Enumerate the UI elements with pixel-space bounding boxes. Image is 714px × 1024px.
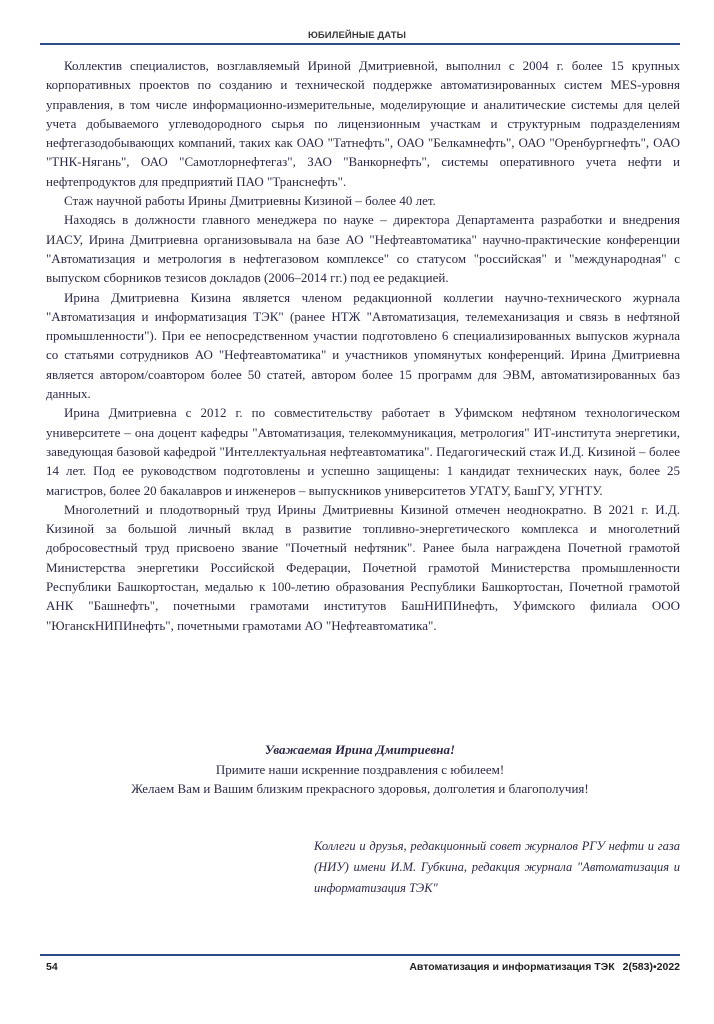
journal-name: Автоматизация и информатизация ТЭК xyxy=(409,961,615,973)
page-number: 54 xyxy=(46,961,58,973)
section-header: ЮБИЛЕЙНЫЕ ДАТЫ xyxy=(307,30,407,41)
header-divider xyxy=(40,43,680,45)
footer-journal xyxy=(401,961,680,973)
paragraph: Стаж научной работы Ирины Дмитриевны Кизиной – более 40 лет. xyxy=(64,193,436,209)
paragraph: Ирина Дмитриевна Кизина является членом редакционной коллегии научно-технического журнала "Автоматизация и информатизация ТЭК" (ранее НТЖ "Автоматизация, телемеханизация и связь в нефтяной промышленности"). При ее непосредственном участии подготовлено 6 специализированных выпусков журнала со статьями сотрудников АО "Нефтеавтоматика" и участников упомянутых конференций. Ирина Дмитриевна является автором/соавтором более 50 статей, автором более 15 программ для ЭВМ, автоматизированных баз данных. xyxy=(46,289,680,402)
greeting-salutation: Уважаемая Ирина Дмитриевна! xyxy=(264,742,456,757)
paragraph: Находясь в должности главного менеджера по науке – директора Департамента разработки и внедрения ИАСУ, Ирина Дмитриевна организовывала на базе АО "Нефтеавтоматика" научно-практические конференции "Автоматизация и метрология в нефтегазовом комплексе" со статусом "российская" и "международная" с выпуском сборников тезисов докладов (2006–2014 гг.) под ее редакцией. xyxy=(46,212,680,286)
signature-block: Коллеги и друзья, редакционный совет журналов РГУ нефти и газа (НИУ) имени И.М. Губкина, редакция журнала "Автоматизация и информатизация ТЭК" xyxy=(314,839,680,895)
article-body xyxy=(46,56,680,635)
greeting-line: Примите наши искренние поздравления с юбилеем! xyxy=(215,761,505,777)
paragraph: Коллектив специалистов, возглавляемый Ириной Дмитриевной, выполнил с 2004 г. более 15 крупных корпоративных проектов по созданию и технической поддержке автоматизированных систем MES-уровня управления, в том числе информационно-измерительные, моделирующие и аналитические системы для целей учета добываемого углеводородного сырья по лицензионным участкам и структурным подразделениям нефтегазодобывающих компаний, таких как ОАО "Татнефть", ОАО "Белкамнефть", ОАО "Оренбургнефть", ОАО "ТНК-Нягань", ОАО "Самотлорнефтегаз", ЗАО "Ванкорнефть", системы оперативного учета нефти и нефтепродуктов для предприятий ПАО "Транснефть". xyxy=(46,58,680,189)
greeting-line: Желаем Вам и Вашим близким прекрасного здоровья, долголетия и благополучия! xyxy=(131,781,589,796)
issue-number: 2(583)•2022 xyxy=(622,961,680,973)
greeting-block xyxy=(40,740,680,799)
footer-divider xyxy=(40,954,680,956)
paragraph: Многолетний и плодотворный труд Ирины Дмитриевны Кизиной отмечен неоднократно. В 2021 г. И.Д. Кизиной за большой личный вклад в развитие топливно-энергетического комплекса и многолетний добросовестный труд присвоено звание "Почетный нефтяник". Ранее была награждена Почетной грамотой Министерства энергетики Российской Федерации, Почетной грамотой Министерства промышленности Республики Башкортостан, медалью к 100-летию образования Республики Башкортостан, Почетной грамотой АНК "Башнефть", почетными грамотами институтов БашНИПИнефть, Уфимского филиала ООО "ЮганскНИПИнефть", почетными грамотами АО "Нефтеавтоматика". xyxy=(46,501,680,633)
paragraph: Ирина Дмитриевна с 2012 г. по совместительству работает в Уфимском нефтяном технологическом университете – она доцент кафедры "Автоматизация, телекоммуникация, метрология" ИТ-института энергетики, заведующая базовой кафедрой "Интеллектуальная нефтеавтоматика". Педагогический стаж И.Д. Кизиной – более 14 лет. Под ее руководством подготовлены и успешно защищены: 1 кандидат технических наук, более 25 магистров, более 20 бакалавров и инженеров – выпускников университетов УГАТУ, БашГУ, УГНТУ. xyxy=(46,405,680,498)
